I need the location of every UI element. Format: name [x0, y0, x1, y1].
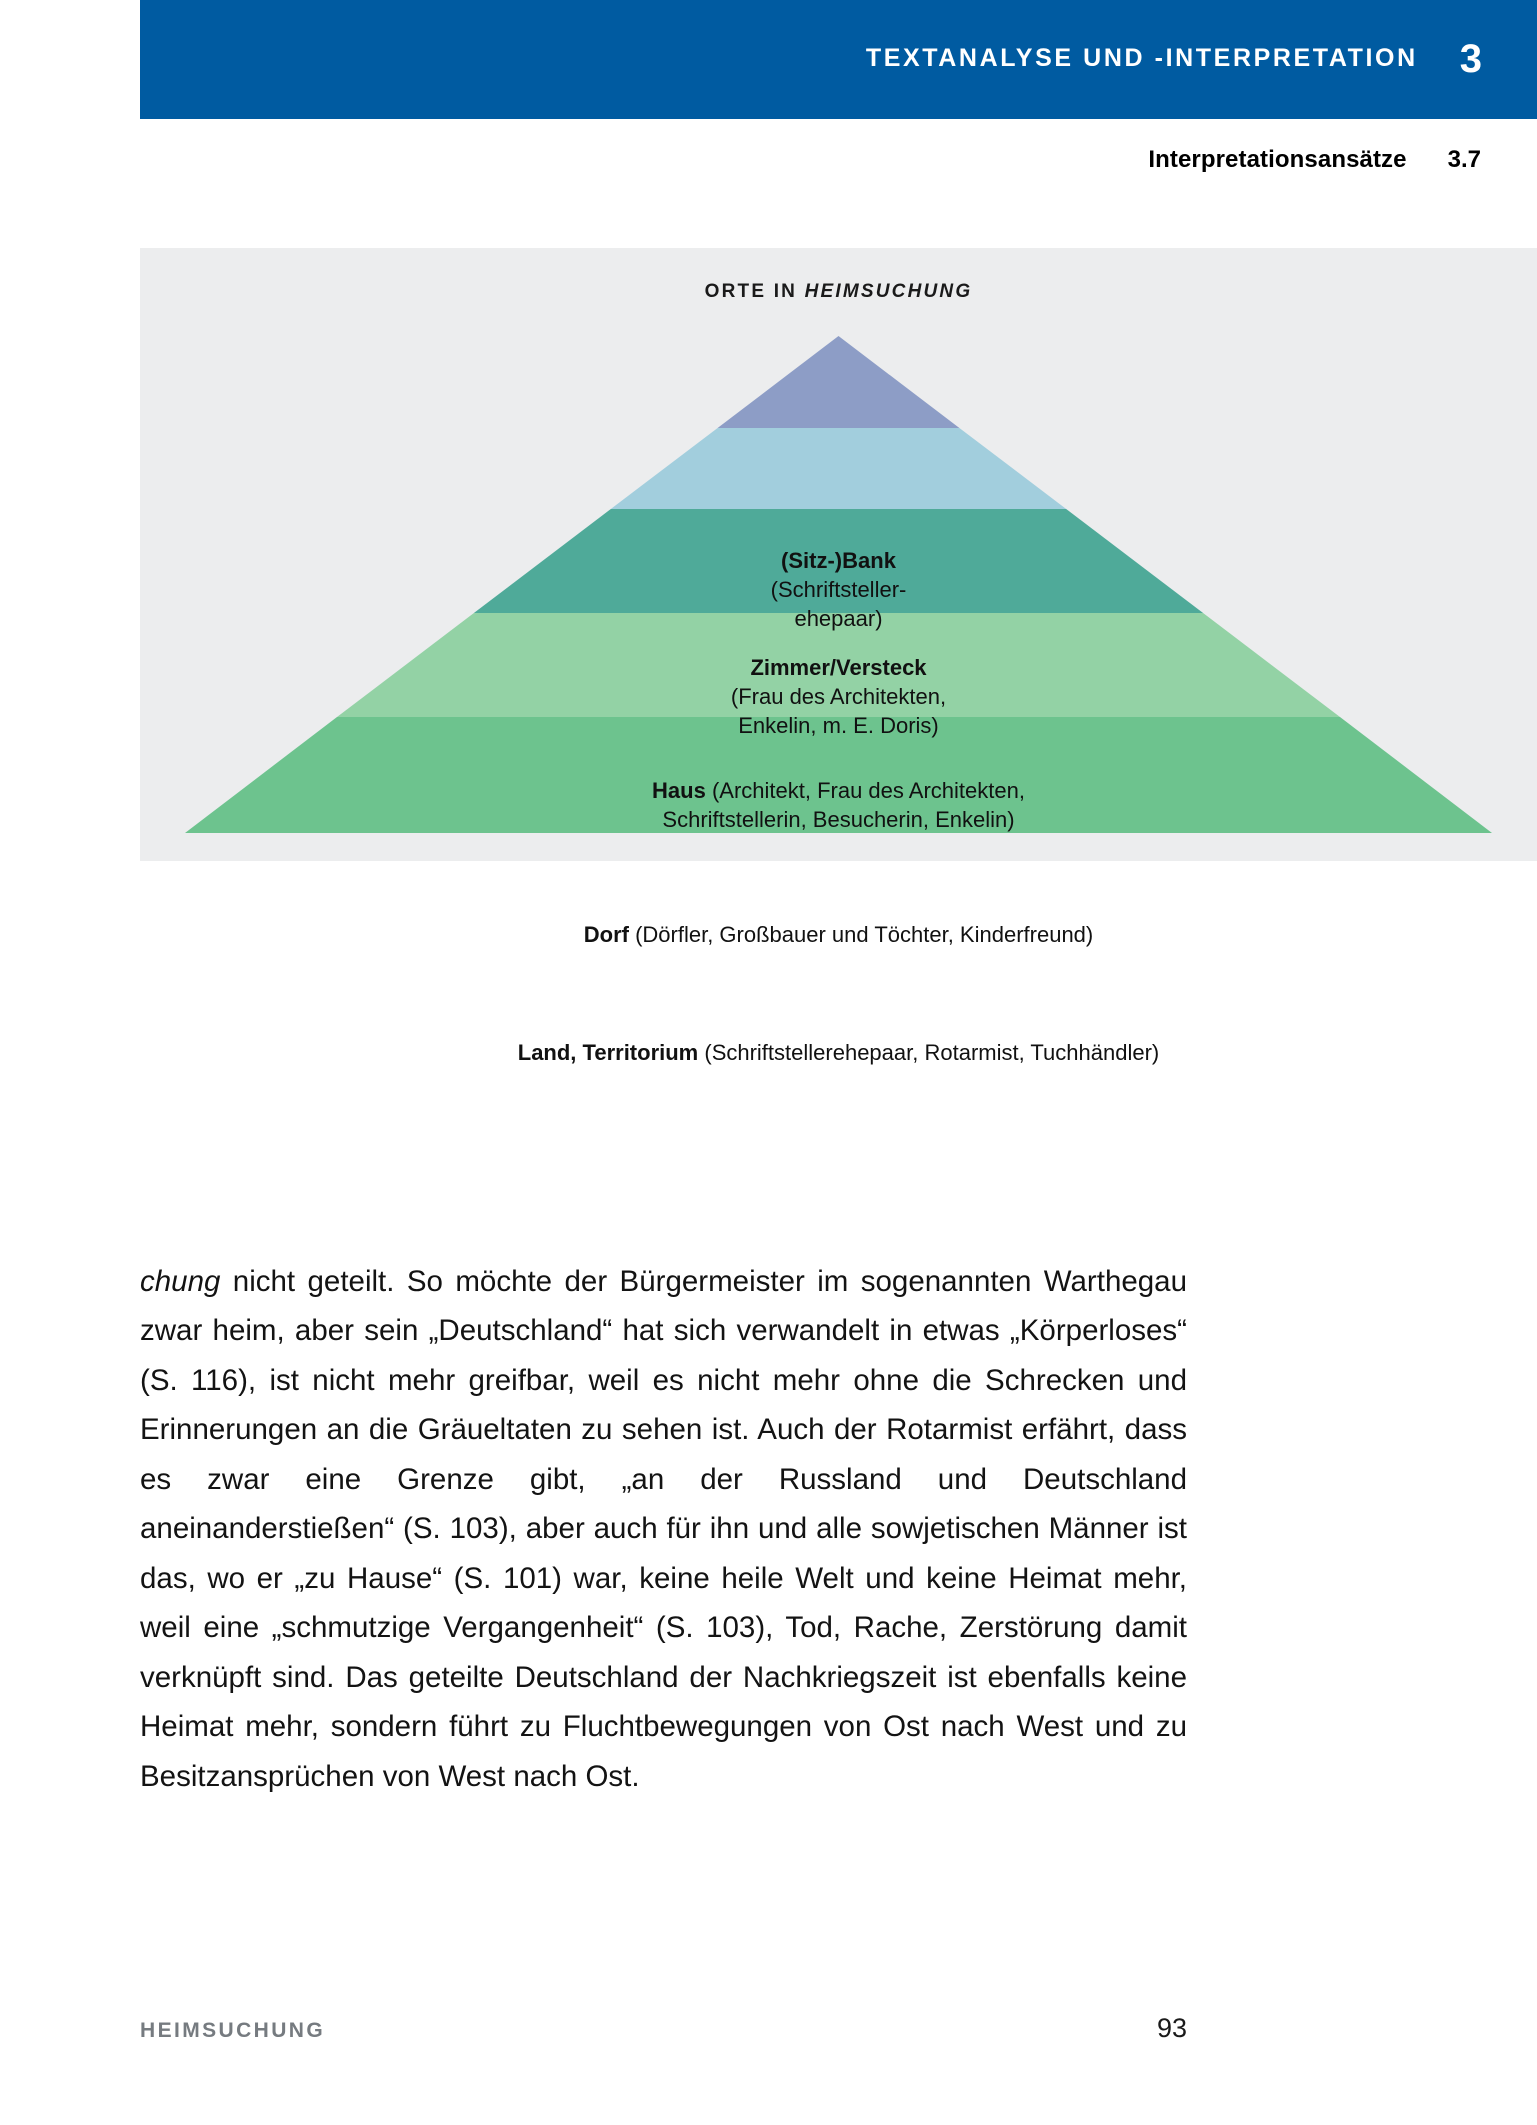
chapter-number: 3 — [1459, 36, 1482, 81]
footer-page-number: 93 — [1156, 2013, 1187, 2043]
subsection-label: Interpretationsansätze — [1148, 146, 1407, 173]
pyramid-tier-2-line-1: (Frau des Architekten, — [730, 684, 947, 710]
pyramid-tier-4-label — [140, 920, 1537, 949]
pyramid-tier-2 — [611, 428, 1066, 509]
pyramid-svg — [140, 248, 1537, 861]
subsection-number: 3.7 — [1447, 146, 1481, 173]
body-paragraph-lead-italic: chung — [140, 1264, 221, 1298]
pyramid-tier-4-bold: Dorf — [583, 922, 629, 947]
pyramid-tier-3-bold: Haus — [652, 778, 706, 803]
pyramid-tier-3-rest: (Architekt, Frau des Architekten, — [705, 778, 1025, 803]
figure-caption-prefix: ORTE IN — [704, 281, 805, 302]
pyramid-graphic — [140, 248, 1537, 1065]
subsection-header — [1148, 146, 1481, 174]
pyramid-tier-1-line-2: ehepaar) — [794, 606, 883, 632]
pyramid-tier-5-bold: Land, Territorium — [517, 1040, 699, 1065]
body-paragraph — [140, 1257, 1187, 1802]
pyramid-tier-1-bold: (Sitz-)Bank — [781, 548, 896, 573]
page-footer — [140, 2013, 1187, 2044]
pyramid-tier-3 — [474, 509, 1203, 613]
pyramid-tier-5-rest: (Schriftstellerehepaar, Rotarmist, Tuchhändler) — [698, 1040, 1160, 1065]
body-paragraph-text: nicht geteilt. So möchte der Bürgermeister im sogenannten Warthegau zwar heim, aber sein „Deutschland“ hat sich verwandelt in etwas „Körperloses“ (S. 116), ist nicht mehr greifbar, weil es nicht mehr ohne die Schrecken und Erinnerungen an die Gräueltaten zu sehen ist. Auch der Rotarmist erfährt, dass es zwar eine Grenze gibt, „an der Russland und Deutschland aneinanderstießen“ (S. 103), aber auch für ihn und alle sowjetischen Männer ist das, wo er „zu Hause“ (S. 101) war, keine heile Welt und keine Heimat mehr, weil eine „schmutzige Vergangenheit“ (S. 103), Tod, Rache, Zerstörung damit verknüpft sind. Das geteilte Deutschland der Nachkriegszeit ist ebenfalls keine Heimat mehr, sondern führt zu Fluchtbewegungen von Ost nach West und zu Besitzansprüchen von West nach Ost. — [140, 1264, 1187, 1793]
pyramid-tier-3-line-1: Schriftstellerin, Besucherin, Enkelin) — [662, 807, 1015, 833]
pyramid-tier-1 — [718, 336, 960, 428]
pyramid-tier-4 — [337, 613, 1340, 717]
pyramid-figure — [140, 248, 1537, 1065]
chapter-header-bar — [140, 0, 1537, 119]
pyramid-tier-5-label — [140, 1038, 1537, 1067]
footer-work-title: HEIMSUCHUNG — [140, 2019, 326, 2042]
pyramid-tier-2-bold: Zimmer/Versteck — [750, 655, 927, 680]
pyramid-tier-4-rest: (Dörfler, Großbauer und Töchter, Kinderfreund) — [628, 922, 1094, 947]
pyramid-tier-2-line-2: Enkelin, m. E. Doris) — [738, 713, 939, 739]
figure-caption-work: HEIMSUCHUNG — [804, 281, 973, 302]
chapter-header-title: TEXTANALYSE UND -INTERPRETATION — [865, 44, 1418, 72]
pyramid-tier-1-line-1: (Schriftsteller- — [770, 577, 907, 603]
pyramid-tier-5 — [185, 717, 1492, 833]
